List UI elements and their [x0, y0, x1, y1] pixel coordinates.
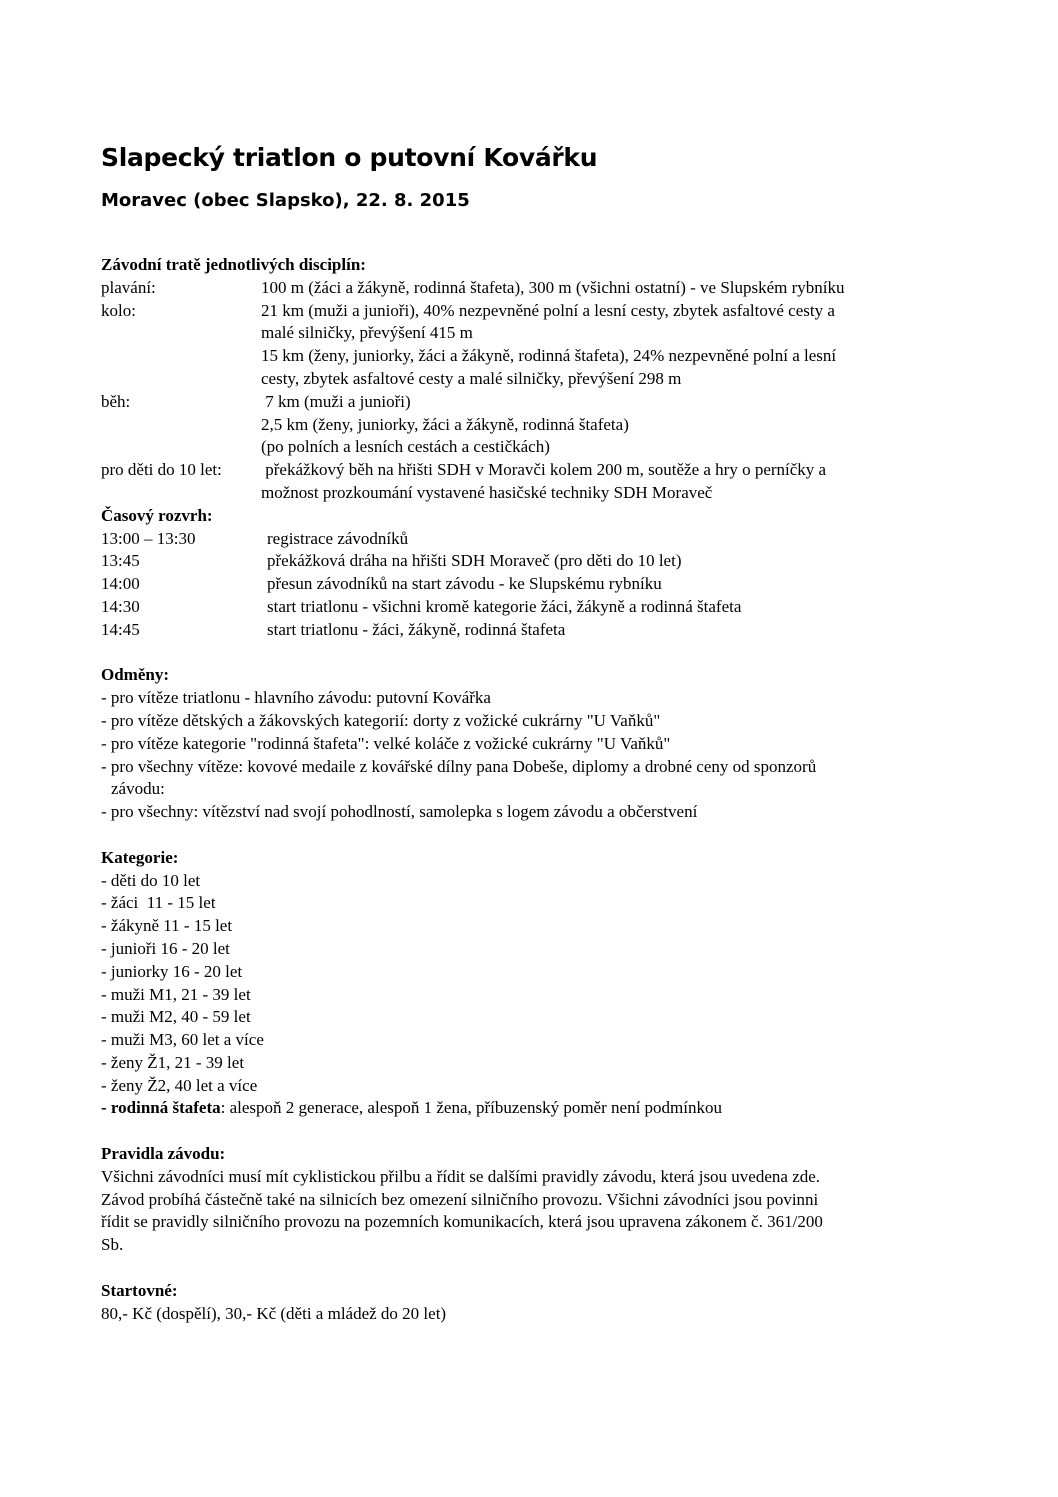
list-item-relay [101, 1097, 951, 1120]
list-item: - žáci 11 - 15 let [101, 893, 216, 913]
document-body [101, 254, 951, 1325]
rules-heading: Pravidla závodu: [101, 1144, 226, 1164]
rules-line: Sb. [101, 1235, 124, 1255]
schedule-text: překážková dráha na hřišti SDH Moraveč (pro děti do 10 let) [267, 551, 682, 571]
list-item: - pro vítěze kategorie "rodinná štafeta": velké koláče z vožické cukrárny "U Vaňků" [101, 733, 671, 753]
track-line: cesty, zbytek asfaltové cesty a malé silničky, převýšení 298 m [261, 368, 682, 388]
list-item: - ženy Ž2, 40 let a více [101, 1075, 258, 1095]
track-line: 7 km (muži a junioři) [261, 391, 411, 411]
schedule-time: 14:45 [101, 619, 140, 639]
list-item: - muži M2, 40 - 59 let [101, 1007, 251, 1027]
schedule-text: start triatlonu - žáci, žákyně, rodinná štafeta [267, 619, 566, 639]
fee-heading: Startovné: [101, 1280, 178, 1300]
schedule-row [101, 550, 951, 573]
list-item: - muži M1, 21 - 39 let [101, 984, 251, 1004]
schedule-row [101, 619, 951, 642]
rules-line: Všichni závodníci musí mít cyklistickou přilbu a řídit se dalšími pravidly závodu, která jsou uvedena zde. [101, 1166, 821, 1186]
rules-line: řídit se pravidly silničního provozu na pozemních komunikacích, která jsou upravena zákonem č. 361/200 [101, 1212, 823, 1232]
track-swim [101, 277, 951, 300]
schedule-text: registrace závodníků [267, 528, 409, 548]
rewards-heading: Odměny: [101, 665, 169, 685]
schedule-row [101, 528, 951, 551]
fee-text: 80,- Kč (dospělí), 30,- Kč (děti a mládež do 20 let) [101, 1303, 447, 1323]
relay-label: - rodinná štafeta [101, 1098, 221, 1118]
track-line: 2,5 km (ženy, juniorky, žáci a žákyně, rodinná štafeta) [261, 414, 629, 434]
list-item: - pro všechny: vítězství nad svojí pohodlností, samolepka s logem závodu a občerstvení [101, 802, 698, 822]
rules-line: Závod probíhá částečně také na silnicích bez omezení silničního provozu. Všichni závodníci jsou povinni [101, 1189, 819, 1209]
list-item: - junioři 16 - 20 let [101, 938, 230, 958]
list-item: - muži M3, 60 let a více [101, 1030, 264, 1050]
track-line: překážkový běh na hřišti SDH v Moravči kolem 200 m, soutěže a hry o perníčky a [261, 460, 827, 480]
track-line: 21 km (muži a junioři), 40% nezpevněné polní a lesní cesty, zbytek asfaltové cesty a [261, 300, 835, 320]
categories-heading: Kategorie: [101, 847, 179, 867]
schedule-time: 14:30 [101, 596, 140, 616]
schedule-time: 14:00 [101, 574, 140, 594]
track-label: běh: [101, 391, 131, 411]
track-line: (po polních a lesních cestách a cestičkách) [261, 437, 550, 457]
schedule-time: 13:00 – 13:30 [101, 528, 196, 548]
schedule-row [101, 573, 951, 596]
schedule-heading: Časový rozvrh: [101, 505, 213, 525]
track-bike [101, 300, 951, 391]
track-line: malé silničky, převýšení 415 m [261, 323, 473, 343]
track-line: 15 km (ženy, juniorky, žáci a žákyně, rodinná štafeta), 24% nezpevněné polní a lesní [261, 346, 837, 366]
list-item: - juniorky 16 - 20 let [101, 961, 243, 981]
list-item: - ženy Ž1, 21 - 39 let [101, 1052, 245, 1072]
list-item: - děti do 10 let [101, 870, 201, 890]
track-label: kolo: [101, 300, 136, 320]
schedule-text: přesun závodníků na start závodu - ke Slupskému rybníku [267, 574, 662, 594]
schedule-text: start triatlonu - všichni kromě kategorie žáci, žákyně a rodinná štafeta [267, 596, 742, 616]
track-value [261, 300, 951, 391]
list-item: - pro všechny vítěze: kovové medaile z kovářské dílny pana Dobeše, diplomy a drobné ceny od sponzorů [101, 756, 817, 776]
page-subtitle: Moravec (obec Slapsko), 22. 8. 2015 [101, 190, 470, 211]
track-value [261, 391, 951, 459]
schedule-time: 13:45 [101, 551, 140, 571]
list-item: - pro vítěze triatlonu - hlavního závodu: putovní Kovářka [101, 688, 491, 708]
track-value [261, 459, 951, 505]
track-label: plavání: [101, 277, 156, 297]
list-item: - žákyně 11 - 15 let [101, 916, 233, 936]
tracks-heading: Závodní tratě jednotlivých disciplín: [101, 255, 366, 274]
track-kids [101, 459, 951, 505]
list-item-continuation: závodu: [111, 779, 165, 799]
list-item: - pro vítěze dětských a žákovských kategorií: dorty z vožické cukrárny "U Vaňků" [101, 710, 661, 730]
schedule-row [101, 596, 951, 619]
track-run [101, 391, 951, 459]
page-title: Slapecký triatlon o putovní Kovářku [101, 143, 598, 172]
track-line: možnost prozkoumání vystavené hasičské techniky SDH Moraveč [261, 482, 713, 502]
track-value: 100 m (žáci a žákyně, rodinná štafeta), 300 m (všichni ostatní) - ve Slupském rybníku [261, 277, 845, 297]
track-label: pro děti do 10 let: [101, 460, 222, 480]
relay-text: : alespoň 2 generace, alespoň 1 žena, příbuzenský poměr není podmínkou [220, 1098, 722, 1118]
